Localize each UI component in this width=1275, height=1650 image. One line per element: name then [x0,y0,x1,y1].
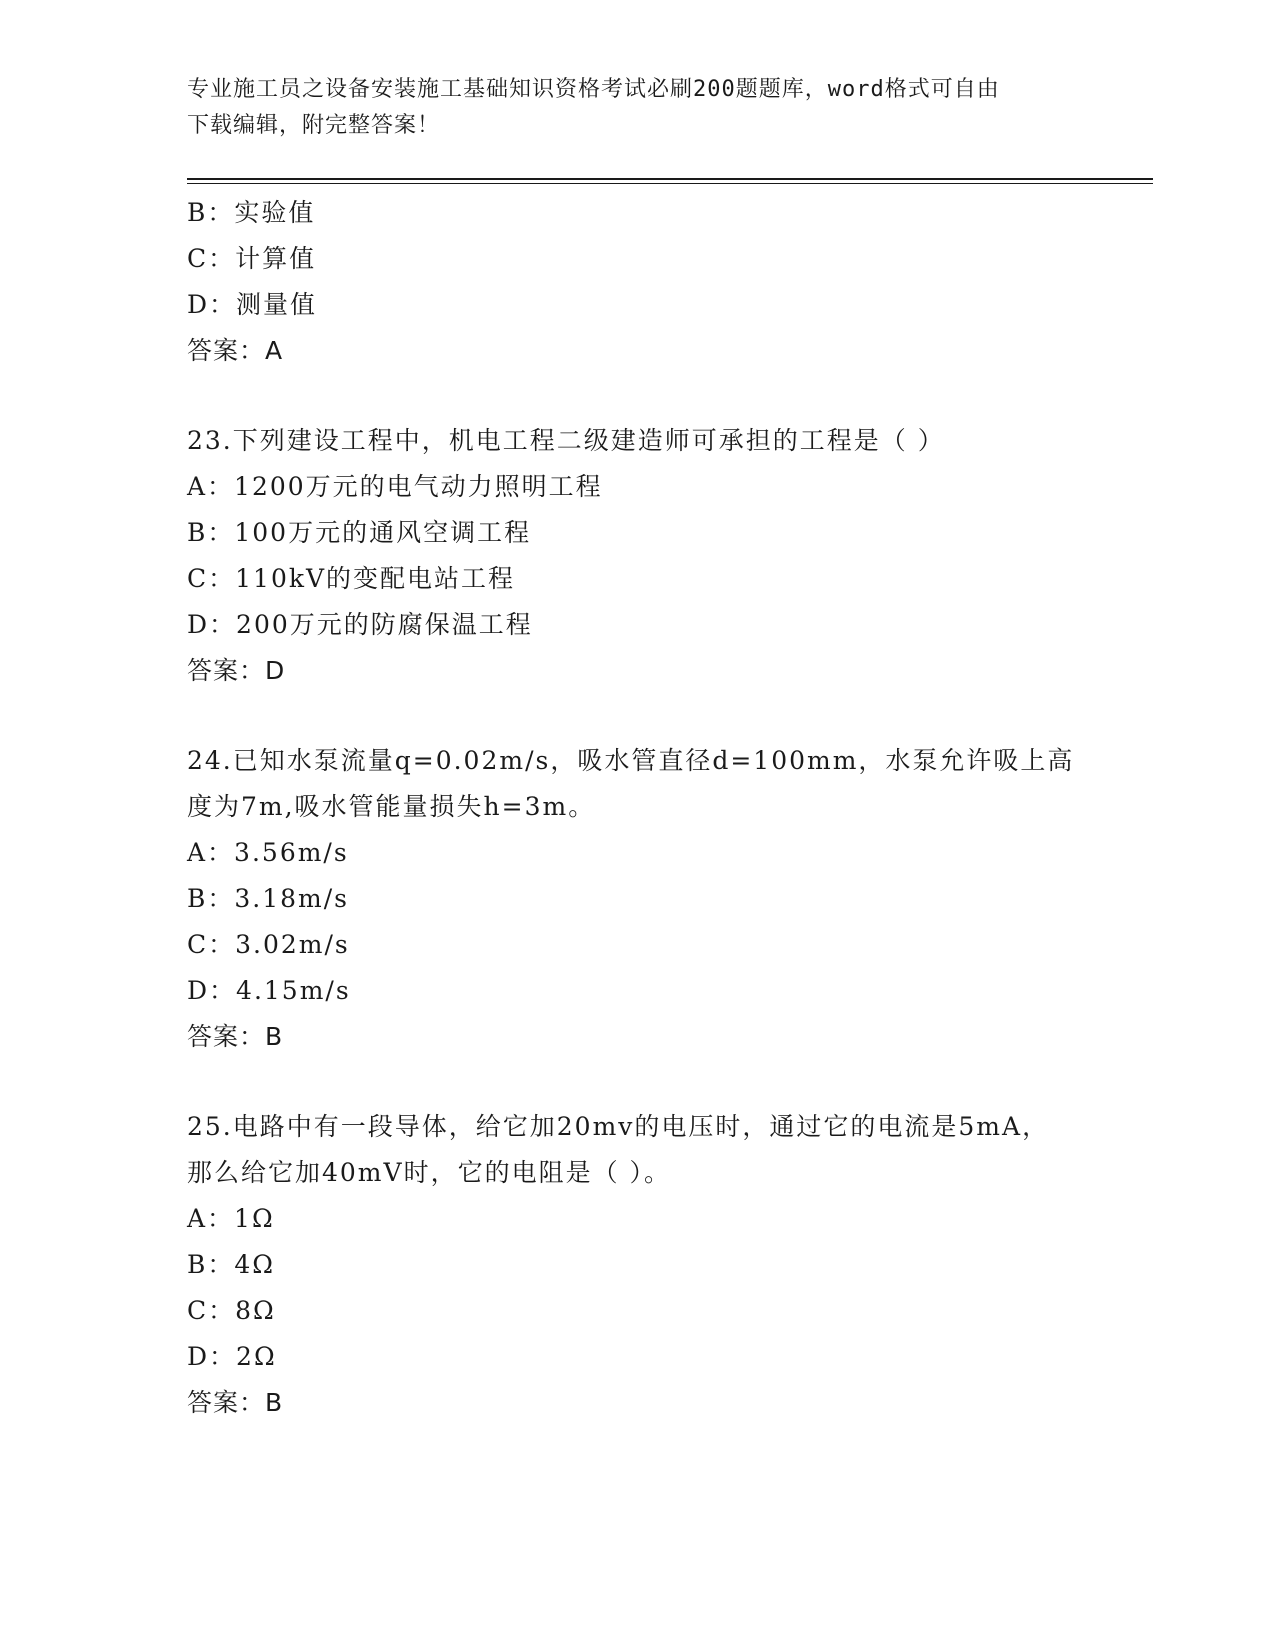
option-c: C：8Ω [187,1296,276,1325]
option-b: B：100万元的通风空调工程 [187,518,532,547]
option-c: C：3.02m/s [187,930,350,959]
answer-line: 答案：D [187,656,286,685]
option-a: A：3.56m/s [187,838,349,867]
option-a: A：1200万元的电气动力照明工程 [187,472,603,501]
question-text-line-2: 那么给它加40mV时，它的电阻是（ ）。 [187,1158,672,1187]
header-line-1: 专业施工员之设备安装施工基础知识资格考试必刷200题题库，word格式可自由 [187,77,1000,102]
option-c: C：计算值 [187,244,317,273]
option-d: D：测量值 [187,290,318,319]
option-b: B：4Ω [187,1250,276,1279]
question-text-line-2: 度为7m,吸水管能量损失h=3m。 [187,792,596,821]
option-a: A：1Ω [187,1204,275,1233]
answer-line: 答案：B [187,1388,284,1417]
question-25 [187,1104,1087,1426]
option-d: D：4.15m/s [187,976,351,1005]
document-header [187,72,1067,144]
question-23 [187,418,1087,694]
option-d: D：200万元的防腐保温工程 [187,610,533,639]
question-text-line-1: 24.已知水泵流量q=0.02m/s，吸水管直径d=100mm，水泵允许吸上高 [187,746,1075,775]
header-line-2: 下载编辑，附完整答案！ [187,113,441,138]
question-content [187,190,1087,1426]
option-c: C：110kV的变配电站工程 [187,564,516,593]
header-rule-thick [187,178,1153,180]
header-rule-thin [187,183,1153,184]
question-text-line-1: 25.电路中有一段导体，给它加20mv的电压时，通过它的电流是5mA， [187,1112,1050,1141]
answer-line: 答案：A [187,336,284,365]
question-24 [187,738,1087,1060]
option-b: B：3.18m/s [187,884,349,913]
question-text: 23.下列建设工程中，机电工程二级建造师可承担的工程是（ ） [187,426,945,455]
option-b: B：实验值 [187,198,316,227]
answer-line: 答案：B [187,1022,284,1051]
option-d: D：2Ω [187,1342,277,1371]
question-22-partial [187,190,1087,374]
